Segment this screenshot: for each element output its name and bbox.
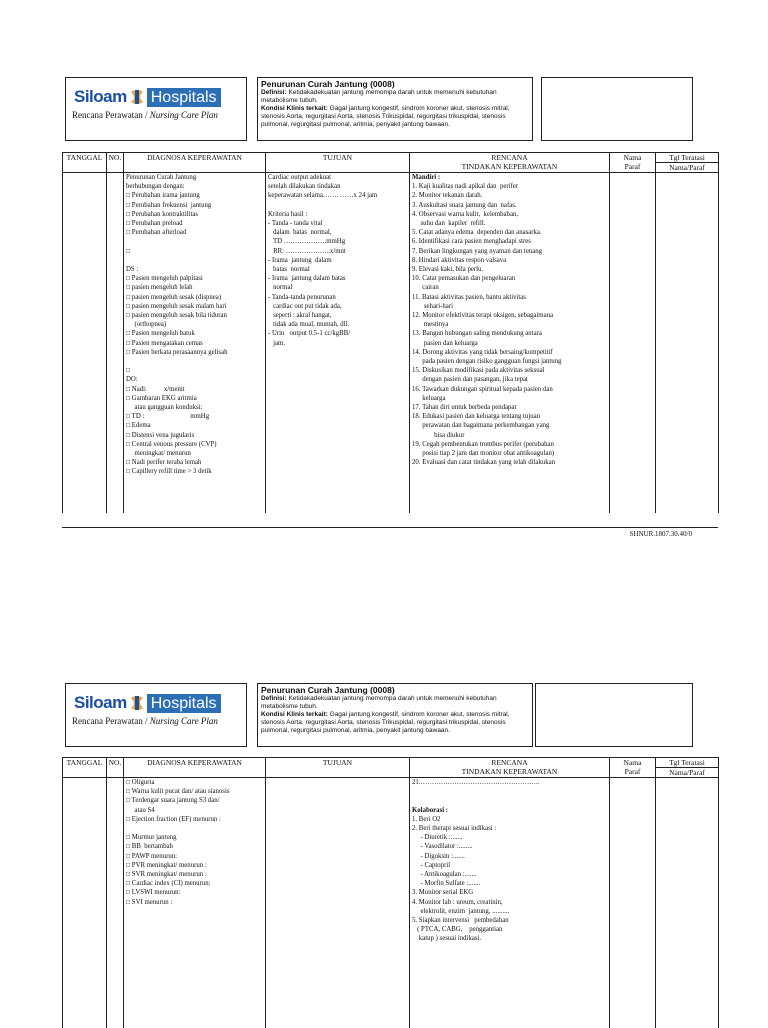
text-line: 2. Monitor tekanan darah.	[412, 192, 483, 200]
text-line: setelah dilakukan tindakan	[268, 183, 341, 191]
text-line: 6. Identifikasi cara pasien menghadapi stres	[412, 238, 531, 246]
text-line: Cardiac output adekuat	[268, 174, 332, 181]
col-tgl-teratasi: Tgl Teratasi	[656, 153, 719, 163]
text-line: □ BB bertambah	[126, 843, 173, 851]
tujuan-cell	[266, 173, 410, 513]
text-line	[126, 357, 263, 366]
text-line: 1. Beri O2	[412, 815, 441, 823]
text-line: 21.……………………………………………..	[412, 779, 540, 786]
siloam-hospitals-logo: Siloam Hospitals	[74, 692, 242, 714]
text-line: 20. Evaluasi dan catat tindakan yang telah dilakukan	[412, 459, 556, 467]
text-line: cardiac out put tidak ada,	[268, 302, 342, 310]
diagnosa-cell	[124, 778, 266, 1028]
text-line: □ Distensi vena jugularis	[126, 431, 195, 439]
text-line: □ Pasien mengeluh batuk	[126, 330, 195, 338]
col-diagnosa: DIAGNOSA KEPERAWATAN	[124, 758, 266, 778]
rencana-cell	[410, 173, 610, 513]
text-line: 15. Diskusikan modifikasi pada aktivitas seksual	[412, 367, 545, 375]
patient-label-box	[541, 77, 693, 141]
no-cell	[107, 173, 124, 513]
text-line: Penurunan Curah Jantung	[126, 174, 197, 181]
col-tgl-sub: Nama/Paraf	[656, 768, 719, 778]
text-line: 3. Auskultasi suara jantung dan nafas.	[412, 201, 517, 209]
text-line: perawatan dan bagaimana perkembangan yang	[412, 422, 550, 430]
text-line: □	[126, 247, 131, 255]
text-line: □ SVI menurun :	[126, 898, 173, 906]
text-line: - Digoksin :.......	[412, 852, 465, 860]
col-nama-paraf: Nama Paraf	[610, 153, 656, 173]
text-line: meningkat/ menurun	[126, 450, 191, 458]
text-line: berhubungan dengan:	[126, 183, 185, 191]
text-line: 19. Cegah pembentukan trombus perifer (perubahan	[412, 440, 554, 448]
col-rencana: RENCANA TINDAKAN KEPERAWATAN	[410, 153, 610, 173]
text-line: DS :	[126, 266, 139, 273]
text-line: - Diuretik :.......	[412, 834, 463, 842]
text-line: 18. Edukasi pasien dan keluarga tentang tujuan	[412, 413, 541, 421]
text-line: - Tanda-tanda penurunan	[268, 293, 336, 301]
text-line: □ Central venous pressure (CVP)	[126, 440, 217, 448]
text-line: □ Edema	[126, 422, 151, 430]
text-line: □ Perubahan irama jantung	[126, 192, 200, 200]
related-conditions-text: Kondisi Klinis terkait: Gagal jantung kongestif, sindrom koroner akut, stenosis mitral, stenosis Aorta, regurgitasi Aorta, stenosis Trikuspidal, regurgitasi trikuspidal, stenosis pulmonal, regurgitasi pulmonal, aritmia, penyakit jantung bawaan.	[261, 711, 510, 734]
text-line	[126, 237, 263, 246]
diagnosis-definition-box: Penurunan Curah Jantung (0008) Definisi: Ketidakadekuatan jantung memompa darah untuk memenuhi kebutuhan metabolisme tubuh. Kondisi Klinis terkait: Gagal jantung kongestif, sindrom koroner akut, stenosis mitral, stenosis Aorta, regurgitasi Aorta, stenosis Trikuspidal, regurgitasi trikuspidal, stenosis pulmonal, regurgitasi pulmonal, aritmia, penyakit jantung bawaan.	[257, 683, 533, 747]
patient-label-box	[535, 683, 693, 747]
text-line	[268, 201, 407, 210]
text-line: □ Pasien berkata perasaannya gelisah	[126, 348, 228, 356]
text-line: elektrolit, enzim jantung, ..........	[412, 907, 510, 915]
text-line: □ Pasien mengeluh palpitasi	[126, 275, 203, 283]
text-line: - Antikoagulan :.......	[412, 871, 477, 878]
col-tgl-teratasi: Tgl Teratasi	[656, 758, 719, 768]
text-line: □ Perubahan afterload	[126, 229, 187, 237]
tgl-teratasi-cell	[656, 173, 719, 513]
care-plan-table	[62, 757, 719, 1028]
col-tgl-sub: Nama/Paraf	[656, 163, 719, 173]
text-line	[412, 796, 607, 805]
text-line: □ Terdengar suara jantung S3 dan/	[126, 797, 220, 805]
text-line: - Morfin Sulfate :.......	[412, 880, 481, 888]
text-line: 16. Tawarkan dukungan spiritual kepada pasien dan	[412, 385, 553, 393]
text-line: seperti : akral hangat,	[268, 312, 332, 320]
siloam-emblem-icon	[128, 694, 146, 712]
text-line: □ pasien mengeluh sesak malam hari	[126, 302, 227, 310]
tujuan-cell	[266, 778, 410, 1028]
text-line: ( PTCA, CABG, penggantian	[412, 926, 503, 934]
text-line	[412, 787, 607, 796]
definition-text: Definisi: Ketidakadekuatan jantung memompa darah untuk memenuhi kebutuhan metabolisme tubuh.	[261, 695, 497, 710]
text-line: □ pasien mengeluh sesak bila tiduran	[126, 312, 227, 320]
siloam-hospitals-logo: Siloam Hospitals	[74, 86, 242, 108]
text-line: pada pasien dengan risiko gangguan fungsi jantung	[412, 358, 562, 366]
text-line: suhu dan kapiler refill.	[412, 220, 486, 228]
text-line: katup ) sesuai indikasi.	[412, 935, 482, 943]
definition-text: Definisi: Ketidakadekuatan jantung memompa darah untuk memenuhi kebutuhan metabolisme tubuh.	[261, 89, 497, 104]
text-line: - Irama jantung dalam	[268, 256, 332, 264]
diagnosa-cell	[124, 173, 266, 513]
text-line: TD ……………….mmHg	[268, 238, 346, 246]
col-no: NO.	[107, 153, 124, 173]
text-line: □ LVSWI menurun:	[126, 889, 181, 897]
care-plan-table	[62, 152, 719, 513]
text-line: Kolaborasi :	[412, 806, 449, 814]
text-line: Mandiri :	[412, 174, 441, 181]
text-line: - Vasodilator :........	[412, 843, 473, 851]
text-line: □ PVR meningkat/ menurun :	[126, 861, 207, 869]
text-line: tidak ada mual, muntah, dll.	[268, 321, 350, 329]
plan-subtitle: Rencana Perawatan / Nursing Care Plan	[72, 110, 218, 120]
text-line: 17. Tahan diri untuk berbeda pendapat	[412, 404, 517, 412]
col-tanggal: TANGGAL	[63, 153, 107, 173]
no-cell	[107, 778, 124, 1028]
col-nama-paraf: Nama Paraf	[610, 758, 656, 778]
text-line: cairan	[412, 284, 439, 292]
tanggal-cell	[63, 173, 107, 513]
text-line: 10. Catat pemasukan dan pengeluaran	[412, 275, 516, 283]
col-tujuan: TUJUAN	[266, 758, 410, 778]
text-line: □ Gambaran EKG aritmia	[126, 394, 197, 402]
rencana-cell	[410, 778, 610, 1028]
text-line: 14. Dorong aktivitas yang tidak bersaing/kompetitif	[412, 348, 553, 356]
text-line: □ Ejection fraction (EF) menurun :	[126, 815, 221, 823]
text-line: □ Pasien mengatakan cemas	[126, 339, 203, 347]
text-line: □	[126, 367, 131, 375]
hospital-logo-box	[65, 77, 247, 141]
text-line: 2. Beri therapi sesuai indikasi :	[412, 824, 497, 832]
col-tanggal: TANGGAL	[63, 758, 107, 778]
text-line: keluarga	[412, 394, 446, 402]
text-line: mestinya	[412, 321, 449, 329]
text-line: □ Nadi: x/menit	[126, 385, 185, 393]
text-line: DO:	[126, 376, 138, 384]
text-line: □ Nadi perifer teraba lemah	[126, 459, 202, 467]
text-line: 12. Monitor efektivitas terapi oksigen, sebagaimana	[412, 312, 553, 320]
text-line: dengan pasien dan pasangan, jika tepat	[412, 376, 528, 384]
text-line: □ PAWP menurun:	[126, 852, 178, 860]
text-line: □ Capillery refill time > 3 detik	[126, 468, 212, 476]
text-line: bisa diukur	[412, 431, 465, 439]
text-line: jam.	[268, 339, 285, 347]
text-line: pasien dan keluarga	[412, 339, 478, 347]
page-bottom-rule	[62, 527, 718, 528]
col-no: NO.	[107, 758, 124, 778]
form-code: SHNUR.1807.30.40/0	[629, 530, 692, 538]
siloam-emblem-icon	[128, 88, 146, 106]
text-line: 4. Monitor lab : ureum, creatinin,	[412, 898, 503, 906]
text-line: - Irama jantung dalam batas	[268, 275, 346, 283]
nama-paraf-cell	[610, 173, 656, 513]
plan-subtitle: Rencana Perawatan / Nursing Care Plan	[72, 716, 218, 726]
hospital-logo-box	[65, 683, 247, 747]
text-line: (orthopnea)	[126, 321, 167, 329]
text-line: □ pasien mengeluh sesak (dispnea)	[126, 293, 222, 301]
text-line: 1. Kaji kualitas nadi apikal dan perifer	[412, 183, 519, 191]
text-line: posisi tiap 2 jam dan monitor obat antikoagulan)	[412, 450, 555, 458]
nama-paraf-cell	[610, 778, 656, 1028]
text-line: 11. Batasi aktivitas pasien, bantu aktivitas	[412, 293, 526, 301]
text-line: □ Oliguria	[126, 779, 155, 786]
text-line: Kriteria hasil :	[268, 210, 308, 218]
text-line: □ Perubahan preload	[126, 220, 183, 228]
text-line: □ Cardiac index (CI) menurun:	[126, 880, 211, 888]
related-conditions-text: Kondisi Klinis terkait: Gagal jantung kongestif, sindrom koroner akut, stenosis mitral, stenosis Aorta, regurgitasi Aorta, stenosis Trikuspidal, regurgitasi trikuspidal, stenosis pulmonal, regurgitasi pulmonal, aritmia, penyakit jantung bawaan.	[261, 105, 510, 128]
text-line: atau gangguan konduksi:	[126, 404, 203, 412]
text-line: dalam batas normal,	[268, 229, 332, 237]
col-diagnosa: DIAGNOSA KEPERAWATAN	[124, 153, 266, 173]
tgl-teratasi-cell	[656, 778, 719, 1028]
text-line: □ Perubahan kontraktilitas	[126, 210, 199, 218]
col-rencana: RENCANA TINDAKAN KEPERAWATAN	[410, 758, 610, 778]
text-line: - Urin output 0.5-1 cc/kgBB/	[268, 330, 351, 338]
text-line	[126, 256, 263, 265]
text-line: - Captopril	[412, 861, 451, 869]
text-line: 13. Bangun hubungan saling mendukung antara	[412, 330, 542, 338]
text-line: sehari-hari	[412, 302, 453, 310]
tanggal-cell	[63, 778, 107, 1028]
text-line: □ SVR meningkat/ menurun :	[126, 871, 207, 879]
text-line	[126, 824, 263, 833]
text-line: □ Perubahan frekuensi jantung	[126, 201, 212, 209]
text-line: 3. Monitor serial EKG	[412, 889, 474, 897]
text-line: 8. Hindari aktivitas respon valsava	[412, 256, 507, 264]
text-line: 9. Elevasi kaki, bila perlu.	[412, 266, 484, 274]
text-line: □ Murmur jantung	[126, 834, 177, 842]
diagnosis-definition-box: Penurunan Curah Jantung (0008) Definisi: Ketidakadekuatan jantung memompa darah untuk memenuhi kebutuhan metabolisme tubuh. Kondisi Klinis terkait: Gagal jantung kongestif, sindrom koroner akut, stenosis mitral, stenosis Aorta, regurgitasi Aorta, stenosis Trikuspidal, regurgitasi trikuspidal, stenosis pulmonal, regurgitasi pulmonal, aritmia, penyakit jantung bawaan.	[257, 77, 533, 141]
text-line: □ pasien mengeluh lelah	[126, 284, 193, 292]
text-line: RR: ………………..x/mnt	[268, 247, 346, 255]
text-line: 5. Catat adanya edema dependen dan anasarka.	[412, 229, 542, 237]
col-tujuan: TUJUAN	[266, 153, 410, 173]
text-line: normal	[268, 284, 293, 292]
text-line: atau S4	[126, 806, 155, 814]
care-plan-page-2	[0, 600, 768, 1024]
text-line: □ TD : mmHg	[126, 413, 210, 421]
text-line: 5. Siapkan intervensi pembedahan	[412, 917, 509, 925]
text-line: - Tanda - tanda vital	[268, 220, 323, 227]
text-line: 4. Observasi warna kulit, kelembaban,	[412, 210, 519, 218]
text-line: □ Warna kulit pucat dan/ atau sianosis	[126, 788, 230, 796]
text-line: 7. Berikan lingkungan yang nyaman dan tenang	[412, 247, 543, 255]
text-line: batas normal	[268, 266, 310, 274]
text-line: keperawatan selama……. ……x 24 jam	[268, 192, 378, 200]
